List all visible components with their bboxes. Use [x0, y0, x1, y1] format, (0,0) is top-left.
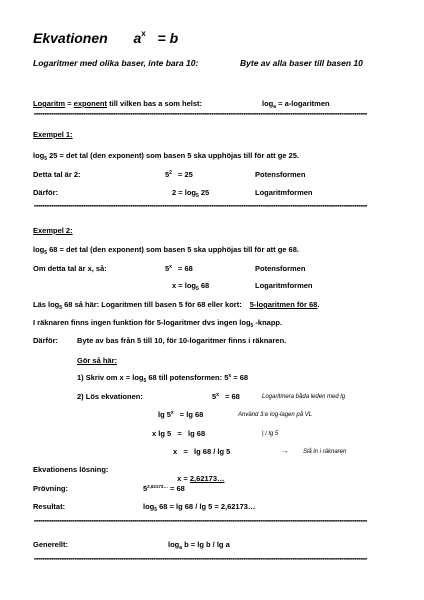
ex1-power-base: 5 [165, 170, 170, 179]
step1-pre: 1) Skriv om x = log [77, 373, 144, 382]
step1 [77, 373, 248, 382]
ex2-log2-base: 5 [195, 286, 199, 292]
ex2-power-eq: = 68 [178, 264, 193, 273]
general-rest: b = lg b / lg a [184, 540, 230, 549]
ex2-power-exp: x [169, 264, 172, 270]
read-pre: Läs log [33, 300, 60, 309]
separator-1: ************************************************************************************************************************************************************ [34, 113, 368, 119]
row-xlg: x lg 5 = lg 68 [152, 429, 206, 438]
row-lg [158, 410, 203, 419]
ex1-log: log [33, 151, 45, 160]
page-title [33, 30, 178, 46]
definition-log: log [262, 99, 274, 108]
calculator-line [33, 318, 282, 327]
definition-exponent: exponent [73, 99, 108, 108]
read-line [33, 300, 319, 309]
example2-line3-eq [172, 281, 209, 290]
example1-line3-eq [172, 188, 209, 197]
row-x: x = lg 68 / lg 5 [173, 447, 231, 456]
step2-eq [212, 392, 240, 401]
general-base: a [179, 545, 183, 551]
check-label: Prövning: [33, 484, 68, 493]
general-log: log [168, 540, 180, 549]
general-label: Generellt: [33, 540, 69, 549]
title-formula-x: x [141, 29, 146, 38]
definition-log-rest: = a-logaritmen [278, 99, 330, 108]
result-log: log [143, 502, 155, 511]
solution-number: 2,62173… [189, 474, 225, 483]
check-eq [143, 484, 185, 493]
step2-exp: x [216, 392, 219, 398]
ex2-log2-arg: 68 [200, 281, 210, 290]
subtitle-left: Logaritmer med olika baser, inte bara 10: [33, 58, 199, 68]
separator-4: ************************************************************************************************************************************************************ [34, 558, 368, 564]
step1-base: 5 [143, 378, 147, 384]
row-lg-pre: lg 5 [158, 410, 171, 419]
read-underlined: 5-logaritmen för 68 [249, 300, 318, 309]
result-label: Resultat: [33, 502, 66, 511]
therefore-text: Byte av bas från 5 till 10, för 10-logaritmer finns i räknaren. [77, 336, 287, 345]
step1-exp: x [228, 373, 232, 379]
ex2-log2: log [184, 281, 196, 290]
definition-term: Logaritm [33, 99, 66, 108]
ex1-log2-arg: 25 [200, 188, 210, 197]
example1-line3-label: Därför: [33, 188, 59, 197]
ex1-log2: log [184, 188, 196, 197]
check-b: 5 [143, 484, 148, 493]
example1-line1 [33, 151, 299, 160]
calc-pre: I räknaren finns ingen funktion för 5-logaritmer dvs ingen log [33, 318, 251, 327]
step2-b: 5 [212, 392, 217, 401]
howto-heading: Gör så här: [77, 356, 118, 365]
ex2-log-base: 5 [44, 250, 48, 256]
example2-heading: Exempel 2: [33, 226, 73, 235]
calc-base: 5 [250, 323, 254, 329]
example2-line2-eq [165, 264, 193, 273]
step2-end: = 68 [225, 392, 240, 401]
ex2-line1-text: 68 = det tal (den exponent) som basen 5 ska upphöjas till för att ge 68. [49, 245, 299, 254]
subtitle-right: Byte av alla baser till basen 10 [240, 58, 363, 68]
separator-3: ************************************************************************************************************************************************************ [34, 520, 368, 526]
step1-mid: 68 till potensformen: [148, 373, 223, 382]
title-formula-a: a [133, 30, 142, 46]
therefore-label: Därför: [33, 336, 59, 345]
solution-pre: x = [177, 474, 190, 483]
read-mid: 68 så här: Logaritmen till basen 5 för 68 eller kort: [64, 300, 242, 309]
step2-note: Logaritmera båda leden med lg [262, 394, 346, 400]
result-eq [143, 502, 255, 511]
example1-heading: Exempel 1: [33, 130, 73, 139]
example2-line2-label: Om detta tal är x, så: [33, 264, 107, 273]
calc-end: -knapp. [255, 318, 283, 327]
definition-right [262, 99, 330, 108]
solution-value [173, 465, 225, 483]
row-lg-note: Använd 3:e log-lagen på VL [238, 412, 313, 418]
ex2-log: log [33, 245, 45, 254]
definition-rest: till vilken bas a som helst: [109, 99, 203, 108]
ex2-log-lhs: x = [172, 281, 183, 290]
definition-log-base: a [273, 104, 277, 110]
example2-line2-form: Potensformen [255, 264, 306, 273]
ex1-power-exp: 2 [169, 170, 172, 176]
read-base: 5 [59, 305, 63, 311]
row-lg-exp: x [170, 410, 174, 416]
ex1-power-eq: = 25 [178, 170, 193, 179]
ex1-log2-base: 5 [195, 193, 199, 199]
definition-eq: = [67, 99, 72, 108]
row-xlg-note: | / lg 5 [262, 431, 279, 437]
separator-2: ************************************************************************************************************************************************************ [34, 205, 368, 211]
example2-line3-form: Logaritmformen [255, 281, 313, 290]
ex1-line1-text: 25 = det tal (den exponent) som basen 5 ska upphöjas till för att ge 25. [49, 151, 299, 160]
example1-line2-form: Potensformen [255, 170, 306, 179]
arrow-icon: → [281, 446, 289, 455]
row-x-note: Slå in i räknaren [303, 449, 347, 455]
step1-b: 5 [224, 373, 229, 382]
check-exp: 2,62173… [147, 484, 168, 489]
check-end: = 68 [170, 484, 185, 493]
example1-line2-label: Detta tal är 2: [33, 170, 81, 179]
row-lg-end: = lg 68 [179, 410, 204, 419]
definition-line [33, 99, 202, 108]
example1-line3-form: Logaritmformen [255, 188, 313, 197]
general-formula [168, 540, 230, 549]
title-word: Ekvationen [33, 30, 108, 46]
example2-line1 [33, 245, 299, 254]
read-end: . [317, 300, 320, 309]
ex1-log-base: 5 [44, 156, 48, 162]
result-base: 5 [154, 507, 158, 513]
step2-pre: 2) Lös ekvationen: [77, 392, 143, 401]
example1-line2-eq [165, 170, 193, 179]
ex1-log-lhs: 2 = [172, 188, 183, 197]
ex2-power-base: 5 [165, 264, 170, 273]
result-rest: 68 = lg 68 / lg 5 = 2,62173… [159, 502, 256, 511]
solution-label: Ekvationens lösning: [33, 465, 109, 474]
step1-end: = 68 [233, 373, 249, 382]
title-formula-rest: = b [157, 30, 179, 46]
